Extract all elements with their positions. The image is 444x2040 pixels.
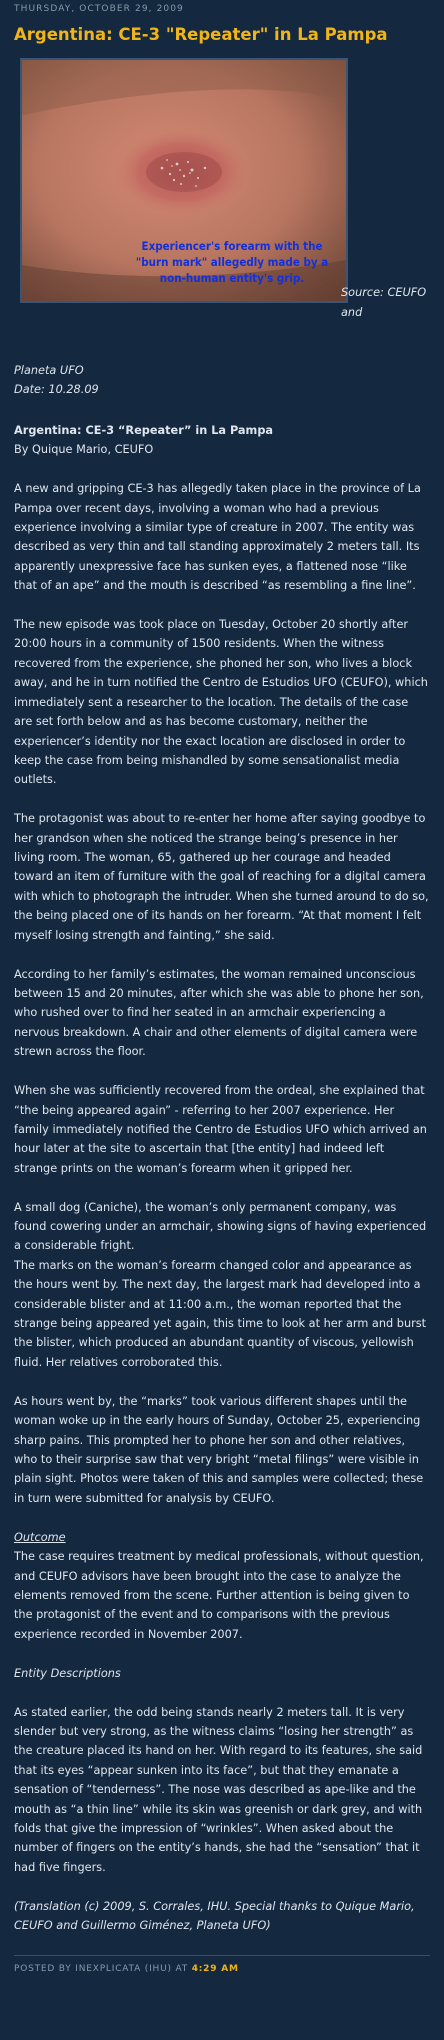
paragraph-2: The new episode was took place on Tuesday, October 20 shortly after 20:00 hours in a community of 1500 residents. When the witness recovered from the experience, she phoned her son, who lives a block away, and he in turn notified the Centro de Estudios UFO (CEUFO), which immediately sent a researcher to the location. The details of the case are set forth below and as has become customary, neither the experiencer’s identity nor the exact location are disclosed in order to keep the case from being mishandled by some sensationalist media outlets. — [14, 618, 428, 787]
article-heading: Argentina: CE-3 “Repeater” in La Pampa — [14, 423, 274, 437]
byline: By Quique Mario, CEUFO — [14, 443, 154, 457]
outcome-heading: Outcome — [14, 1530, 66, 1544]
post-footer — [14, 1955, 430, 1979]
paragraph-8: As hours went by, the “marks” took various different shapes until the woman woke up in the early hours of Sunday, October 25, experiencing sharp pains. This prompted her to phone her son and other relatives, who to their surprise saw that very bright “metal filings” were visible in plain sight. Photos were taken of this and samples were collected; these in turn were submitted for analysis by CEUFO. — [14, 1394, 424, 1505]
paragraph-3: The protagonist was about to re-enter her home after saying goodbye to her grandson when she noticed the strange being’s presence in her living room. The woman, 65, gathered up her courage and headed toward an item of furniture with the goal of reaching for a digital camera with which to photograph the intruder. When she turned around to do so, the being placed one of its hands on her forearm. “At that moment I felt myself losing strength and fainting,” she said. — [14, 812, 429, 942]
photo-caption: Experiencer's forearm with the "burn mark" allegedly made by a non-human entity's grip. — [135, 239, 329, 285]
forearm-photo[interactable] — [20, 58, 348, 303]
paragraph-6: A small dog (Caniche), the woman’s only permanent company, was found cowering under an armchair, showing signs of having experienced a considerable fright. — [14, 1200, 427, 1253]
paragraph-5: When she was sufficiently recovered from the ordeal, she explained that “the being appeared again” - referring to her 2007 experience. Her family immediately notified the Centro de Estudios UFO which arrived an hour later at the site to ascertain that [the entity] had indeed left strange prints on the woman’s forearm when it gripped her. — [14, 1084, 427, 1175]
photo-row — [14, 54, 430, 299]
entity-heading: Entity Descriptions — [14, 1666, 121, 1680]
paragraph-4: According to her family’s estimates, the woman remained unconscious between 15 and 20 minutes, after which she was able to phone her son, who rushed over to find her seated in an armchair experiencing a nervous breakdown. A chair and other elements of digital camera were strewn across the floor. — [14, 967, 424, 1059]
translation-credit: (Translation (c) 2009, S. Corrales, IHU. Special thanks to Quique Mario, CEUFO and Guillermo Giménez, Planeta UFO) — [14, 1899, 415, 1933]
source-planeta: Planeta UFO — [14, 364, 84, 377]
post-title[interactable]: Argentina: CE-3 "Repeater" in La Pampa — [14, 25, 388, 44]
source-label: Source: CEUFO and — [341, 286, 427, 319]
paragraph-1: A new and gripping CE-3 has allegedly taken place in the province of La Pampa over recent days, involving a woman who had a previous experience involving a similar type of creature in 2007. The entity was described as very thin and tall standing approximately 2 meters tall. Its apparently unexpressive face has sunken eyes, a flattened nose “like that of an ape” and the mouth is described “as resembling a fine line”. — [14, 482, 421, 593]
outcome-text: The case requires treatment by medical professionals, without question, and CEUFO advisors have been brought into the case to analyze the elements removed from the scene. Further attention is being given to the protagonist of the event and to comparisons with the previous experience recorded in November 2007. — [14, 1550, 424, 1641]
source-continued — [14, 361, 430, 400]
post-time-link[interactable]: 4:29 AM — [191, 1964, 239, 1975]
post-date: THURSDAY, OCTOBER 29, 2009 — [14, 4, 184, 14]
at-label: AT — [175, 1964, 189, 1975]
entity-text: As stated earlier, the odd being stands nearly 2 meters tall. It is very slender but very strong, as the witness claims “losing her strength” as the creature placed its hand on her. With regard to its features, she said that its eyes “appear sunken into its face”, but that they emanate a sensation of “tenderness”. The nose was described as ape-like and the mouth as “a thin line” while its skin was greenish or dark grey, and with folds that give the impression of “wrinkles”. When asked about the number of fingers on the entity’s hands, she had the “sensation” that it had five fingers. — [14, 1705, 423, 1874]
date-line: Date: 10.28.09 — [14, 383, 99, 397]
paragraph-7: The marks on the woman’s forearm changed color and appearance as the hours went by. The next day, the largest mark had developed into a considerable blister and at 11:00 a.m., the woman reported that the strange being appeared yet again, this time to look at her arm and burst the blister, which produced an abundant quantity of viscous, yellowish fluid. Her relatives corroborated this. — [14, 1258, 427, 1369]
author-link[interactable]: INEXPLICATA (IHU) — [75, 1964, 172, 1975]
posted-by-label: POSTED BY — [14, 1964, 72, 1975]
